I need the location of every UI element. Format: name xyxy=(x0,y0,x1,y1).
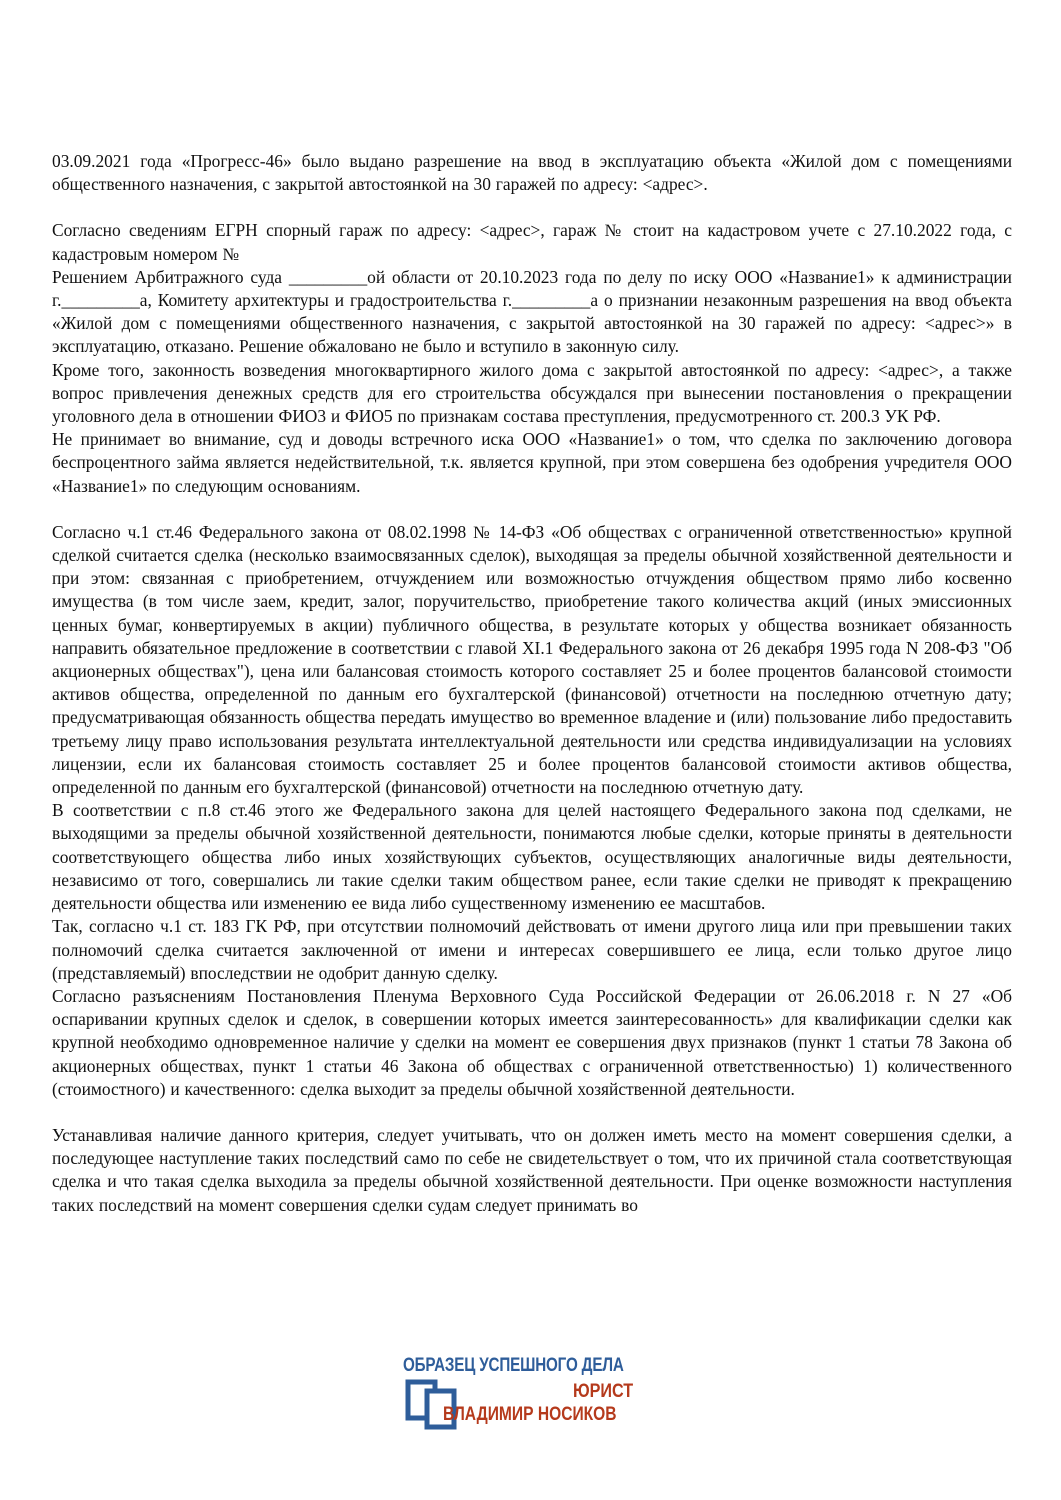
logo-name: ВЛАДИМИР НОСИКОВ xyxy=(443,1404,617,1425)
document-body xyxy=(52,150,1012,1217)
paragraph-counterclaim: Не принимает во внимание, суд и доводы встречного иска ООО «Название1» о том, что сделка по заключению договора беспроцентного займа является недействительной, т.к. является крупной, при этом совершена без одобрения учредителя ООО «Название1» по следующим основаниям. xyxy=(52,429,1012,496)
logo-role: ЮРИСТ xyxy=(573,1381,634,1402)
paragraph-major-transaction-definition: Согласно ч.1 ст.46 Федерального закона от 08.02.1998 № 14-ФЗ «Об обществах с ограниченной ответственностью» крупной сделкой считается сделка (несколько взаимосвязанных сделок), выходящая за пределы обычной хозяйственной деятельности и при этом: связанная с приобретением, отчуждением или возможностью отчуждения обществом прямо либо косвенно имущества (в том числе заем, кредит, залог, поручительство, приобретение такого количества акций (иных эмиссионных ценных бумаг, конвертируемых в акции) публичного общества, в результате которых у общества возникает обязанность направить обязательное предложение в соответствии с главой XI.1 Федерального закона от 26 декабря 1995 года N 208-ФЗ "Об акционерных обществах"), цена или балансовая стоимость которого составляет 25 и более процентов балансовой стоимости активов общества, определенной по данным его бухгалтерской (финансовой) отчетности на последнюю отчетную дату; предусматривающая обязанность общества передать имущество во временное владение и (или) пользование либо предоставить третьему лицу право использования результата интеллектуальной деятельности или средства индивидуализации на условиях лицензии, если их балансовая стоимость составляет 25 и более процентов балансовой стоимости активов общества, определенной по данным его бухгалтерской (финансовой) отчетности на последнюю отчетную дату. xyxy=(52,521,1012,798)
paragraph-spacer xyxy=(52,1101,1012,1124)
paragraph-criminal-case: Кроме того, законность возведения многоквартирного жилого дома с закрытой автостоянкой по адресу: <адрес>, а также вопрос привлечения денежных средств для его строительства обсуждался при вынесении постановления о прекращении уголовного дела в отношении ФИО3 и ФИО5 по признакам состава преступления, предусмотренного ст. 200.3 УК РФ. xyxy=(52,359,1012,427)
paragraph-ordinary-business: В соответствии с п.8 ст.46 этого же Федерального закона для целей настоящего Федерального закона под сделками, не выходящими за пределы обычной хозяйственной деятельности, понимаются любые сделки, которые приняты в деятельности соответствующего общества либо иных хозяйствующих субъектов, осуществляющих аналогичные виды деятельности, независимо от того, совершались ли такие сделки таким обществом ранее, если такие сделки не приводят к прекращению деятельности общества или изменению ее вида либо существенному изменению ее масштабов. xyxy=(52,800,1012,914)
paragraph-spacer xyxy=(52,498,1012,521)
paragraph-permit: 03.09.2021 года «Прогресс-46» было выдано разрешение на ввод в эксплуатацию объекта «Жилой дом с помещениями общественного назначения, с закрытой автостоянкой на 30 гаражей по адресу: <адрес>. xyxy=(52,151,1012,195)
watermark-logo xyxy=(403,1355,661,1433)
paragraph-arbitration-decision: Решением Арбитражного суда _________ой области от 20.10.2023 года по делу по иску ООО «Название1» к администрации г._________а, Комитету архитектуры и градостроительства г._________а о признании незаконным разрешения на ввод объекта «Жилой дом с помещениями общественного назначения, с закрытой автостоянкой на 30 гаражей по адресу: <адрес>» в эксплуатацию, отказано. Решение обжаловано не было и вступило в законную силу. xyxy=(52,266,1012,357)
logo-title: ОБРАЗЕЦ УСПЕШНОГО ДЕЛА xyxy=(403,1355,624,1376)
paragraph-civil-code-183: Так, согласно ч.1 ст. 183 ГК РФ, при отсутствии полномочий действовать от имени другого лица или при превышении таких полномочий сделка считается заключенной от имени и интересах совершившего ее лица, если только другое лицо (представляемый) впоследствии не одобрит данную сделку. xyxy=(52,916,1012,983)
paragraph-egrn: Согласно сведениям ЕГРН спорный гараж по адресу: <адрес>, гараж № стоит на кадастровом учете с 27.10.2022 года, с кадастровым номером № xyxy=(52,220,1012,264)
paragraph-criterion: Устанавливая наличие данного критерия, следует учитывать, что он должен иметь место на момент совершения сделки, а последующее наступление таких последствий само по себе не свидетельствует о том, что их причиной стала соответствующая сделка и что такая сделка выходила за пределы обычной хозяйственной деятельности. При оценке возможности наступления таких последствий на момент совершения сделки судам следует принимать во xyxy=(52,1124,1012,1215)
paragraph-plenum-clarification: Согласно разъяснениям Постановления Пленума Верховного Суда Российской Федерации от 26.06.2018 г. N 27 «Об оспаривании крупных сделок и сделок, в совершении которых имеется заинтересованность» для квалификации сделки как крупной необходимо одновременное наличие у сделки на момент ее совершения двух признаков (пункт 1 статьи 78 Закона об акционерных обществах, пункт 1 статьи 46 Закона об обществах с ограниченной ответственностью) 1) количественного (стоимостного) и качественного: сделка выходит за пределы обычной хозяйственной деятельности. xyxy=(52,985,1012,1099)
paragraph-spacer xyxy=(52,196,1012,219)
